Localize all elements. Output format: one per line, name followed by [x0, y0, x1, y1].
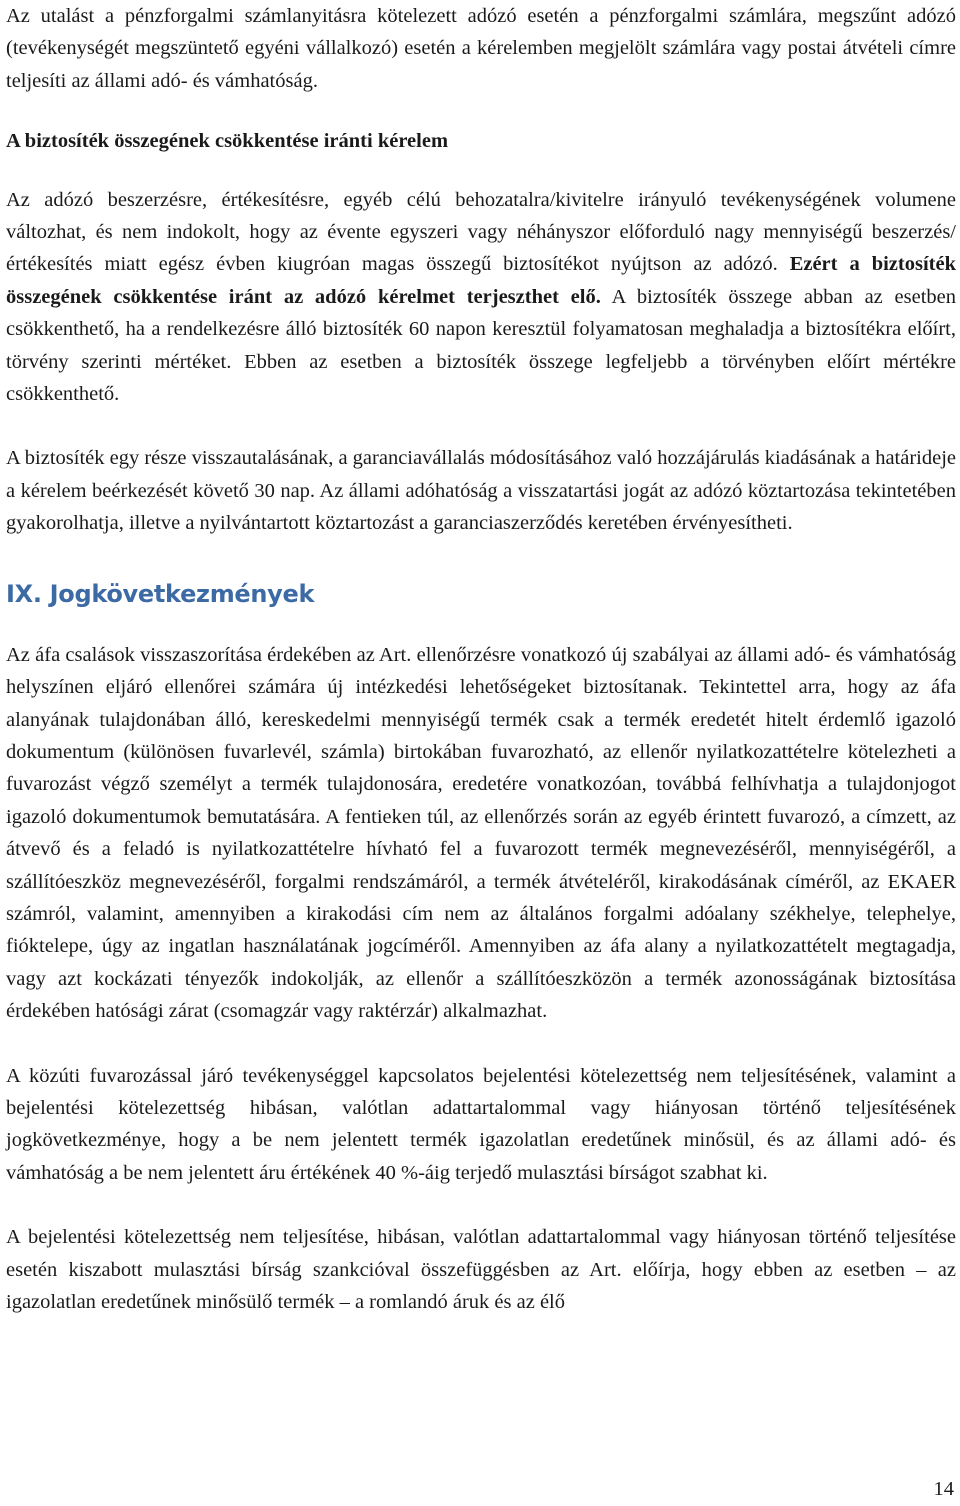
- refund-paragraph: A biztosíték egy része visszautalásának, a garanciavállalás módosításához való hozzájárulás kiadásának a határideje a kérelem beérkezését követő 30 nap. Az állami adóhatóság a visszatartási jogát az adózó köztartozása tekintetében gyakorolhatja, illetve a nyilvántartott köztartozást a garanciaszerződés keretében érvényesítheti.: [6, 447, 956, 535]
- section-heading-guarantee-reduction: A biztosíték összegének csökkentése iránti kérelem: [6, 130, 449, 153]
- guarantee-reduction-text-b: A biztosíték összege abban az esetben csökkenthető, ha a rendelkezésre álló biztosíték 60 napon keresztül folyamatosan meghaladja a biztosítékra előírt, törvény szerinti mértéket. Ebben az esetben a biztosíték összege legfeljebb a törvényben előírt mértékre csökkenthető.: [6, 285, 957, 406]
- guarantee-reduction-paragraph: [6, 184, 956, 411]
- guarantee-reduction-bold-text: Ezért a biztosíték összegének csökkentése iránt az adózó kérelmet terjeszthet elő.: [6, 253, 956, 308]
- page-number: 14: [933, 1478, 954, 1500]
- consequences-paragraph-1: Az áfa csalások visszaszorítása érdekében az Art. ellenőrzésre vonatkozó új szabályai az állami adó- és vámhatóság helyszínen eljáró ellenőrei számára új intézkedési lehetőségeket biztosítanak. Tekintettel arra, hogy az áfa alanyának tulajdonában álló, kereskedelmi mennyiségű termék csak a termék eredetét hitelt érdemlő igazoló dokumentum (különösen fuvarlevél, számla) birtokában fuvarozható, az ellenőr nyilatkozattételre kötelezheti a fuvarozást végző személyt a termék tulajdonosára, eredetére vonatkozóan, továbbá felhívhatja a tulajdonjogot igazoló dokumentumok bemutatására. A fentieken túl, az ellenőrzés során az egyéb érintett fuvarozó, a címzett, az átvevő és a feladó is nyilatkozattételre hívható fel a fuvarozott termék megnevezéséről, mennyiségéről, a szállítóeszköz megnevezéséről, forgalmi rendszámáról, a termék átvételéről, kirakodásának címéről, az EKAER számról, valamint, amennyiben a kirakodási cím nem az általános forgalmi adóalany székhelye, telephelye, fióktelepe, úgy az ingatlan használatának jogcíméről. Amennyiben az áfa alany a nyilatkozattételt megtagadja, vagy azt kockázati tényezők indokolják, az ellenőr a szállítóeszközön a termék azonosságának biztosítása érdekében hatósági zárat (csomagzár vagy raktérzár) alkalmazhat.: [6, 643, 956, 1023]
- chapter-title: Jogkövetkezmények: [49, 579, 315, 608]
- consequences-paragraph-3: A bejelentési kötelezettség nem teljesítése, hibásan, valótlan adattartalommal vagy hiányosan történő teljesítése esetén kiszabott mulasztási bírság szankcióval összefüggésben az Art. előírja, hogy ebben az esetben – az igazolatlan eredetűnek minősülő termék – a romlandó áruk és az élő: [6, 1226, 956, 1313]
- consequences-paragraph-2: A közúti fuvarozással járó tevékenységgel kapcsolatos bejelentési kötelezettség nem teljesítésének, valamint a bejelentési kötelezettség hibásan, valótlan adattartalommal vagy hiányosan történő teljesítésének jogkövetkezménye, hogy a be nem jelentett termék igazolatlan eredetűnek minősül, és az állami adó- és vámhatóság a be nem jelentett áru értékének 40 %-áig terjedő mulasztási bírságot szabhat ki.: [6, 1064, 956, 1184]
- guarantee-reduction-text-a: Az adózó beszerzésre, értékesítésre, egyéb célú behozatalra/kivitelre irányuló tevékenységének volumene változhat, és nem indokolt, hogy az évente egyszeri vagy néhányszor előforduló nagy mennyiségű beszerzés/értékesítés miatt egész évben kiugróan magas összegű biztosítékot nyújtson az adózó.: [6, 188, 956, 276]
- chapter-number: IX.: [6, 579, 42, 608]
- document-page: [6, 0, 956, 1318]
- chapter-heading: [6, 577, 956, 611]
- intro-paragraph: Az utalást a pénzforgalmi számlanyitásra kötelezett adózó esetén a pénzforgalmi számlára, megszűnt adózó (tevékenységét megszüntető egyéni vállalkozó) esetén a kérelemben megjelölt számlára vagy postai átvételi címre teljesíti az állami adó- és vámhatóság.: [6, 5, 956, 92]
